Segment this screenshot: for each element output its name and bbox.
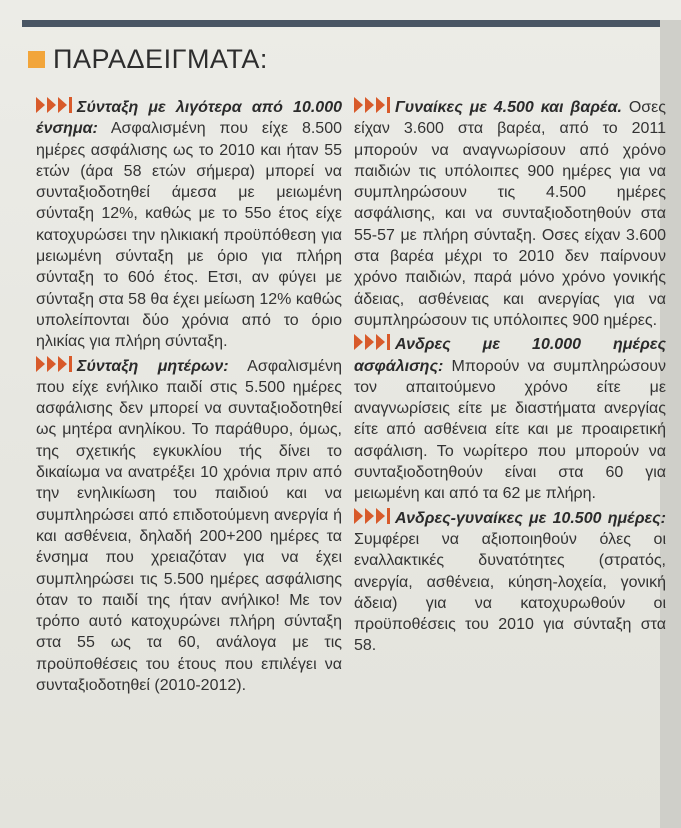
right-column: [354, 96, 666, 659]
triple-chevron-arrow-icon: [354, 507, 392, 525]
example-body: Ασφαλισμένη που είχε 8.500 ημέρες ασφάλισης ως το 2010 και ήταν 55 ετών (άρα 58 ετών σήμερα) μπορεί να συνταξιοδοτηθεί άμεσα με μειωμένη σύνταξη 12%, καθώς με το 55ο έτος είχε κατοχυρώσει την ηλικιακή προϋπόθεση για μειωμένη σύνταξη με όριο για πλήρη σύνταξη το 60ό έτος. Ετσι, αν φύγει με σύνταξη στα 58 θα έχει μείωση 12% καθώς υπολείπονται δύο χρόνια από το όριο ηλικίας για πλήρη σύνταξη.: [36, 120, 342, 351]
example-men-women-10500-days: [354, 507, 666, 657]
example-heading: Ανδρες-γυναίκες με 10.500 ημέρες:: [395, 509, 666, 527]
orange-square-icon: [28, 51, 45, 68]
triple-chevron-arrow-icon: [354, 333, 392, 351]
example-mini-pension: [36, 96, 342, 353]
header-title: ΠΑΡΑΔΕΙΓΜΑΤΑ:: [53, 44, 268, 74]
triple-chevron-arrow-icon: [36, 355, 74, 373]
section-header: [28, 44, 268, 75]
example-women-heavy-work: [354, 96, 666, 331]
example-heading: Ανδρες με 10.000 ημέρες ασφάλισης:: [354, 336, 666, 375]
top-rule: [22, 20, 660, 27]
triple-chevron-arrow-icon: [36, 96, 74, 114]
example-body: Συμφέρει να αξιοποιηθούν όλες οι εναλλακτικές δυνατότητες (στρατός, ανεργία, ασθένεια, κύηση-λοχεία, γονική άδεια) για να κατοχυρωθούν οι προϋποθέσεις του 2010 για σύνταξη στα 58.: [354, 530, 666, 655]
example-body: Οσες είχαν 3.600 στα βαρέα, από το 2011 μπορούν να αναγνωρίσουν από χρόνο παιδιών τις υπόλοιπες 900 ημέρες για να συμπληρώσουν τις 4.500 ημέρες ασφάλισης, και να συνταξιοδοτηθούν στα 55-57 με πλήρη σύνταξη. Οσες είχαν 3.600 στα βαρέα μέχρι το 2010 δεν παίρνουν χρόνο παιδιών, παρά μόνο χρόνο γονικής άδειας, ασθένειας και ανεργίας για να συμπληρώσουν τις υπόλοιπες 900 ημέρες.: [354, 99, 666, 329]
example-men-10000-days: [354, 333, 666, 504]
example-heading: Σύνταξη μητέρων:: [77, 357, 229, 375]
example-heading: Γυναίκες με 4.500 και βαρέα.: [395, 99, 622, 116]
example-heading: Σύνταξη με λιγότερα από 10.000 ένσημα:: [36, 99, 342, 138]
example-mothers-pension: [36, 355, 342, 697]
example-body: Μπορούν να συμπληρώσουν τον απαιτούμενο χρόνο είτε με αναγνωρίσεις είτε με διαστήματα ανεργίας είτε από ασθένεια είτε και με προαιρετική ασφάλιση. Το νωρίτερο που μπορούν να συνταξιοδοτηθούν είναι στα 60 για μειωμένη και από τα 62 με πλήρη.: [354, 357, 666, 503]
triple-chevron-arrow-icon: [354, 96, 392, 114]
example-body: Ασφαλισμένη που είχε ενήλικο παιδί στις 5.500 ημέρες ασφάλισης δεν μπορεί να συνταξιοδοτηθεί ως μητέρα ανηλίκου. Το παράθυρο, όμως, της σχετικής εγκυκλίου τής δίνει το δικαίωμα να ανατρέξει 10 χρόνια πριν από την ενηλικίωση του παιδιού και να συμπληρώσει από επιδοτούμενη ανεργία ή και ασθένεια, δηλαδή 200+200 ημέρες τα ένσημα που χρειαζόταν για να έχει συμπληρώσει τις 5.500 ημέρες ασφάλισης όταν το παιδί της ήταν ανήλικο! Με τον τρόπο αυτό κατοχυρώνει πλήρη σύνταξη στα 55 ως τα 60, ανάλογα με τις προϋποθέσεις του έτους που επιλέγει να συνταξιοδοτηθεί (2010-2012).: [36, 357, 342, 695]
left-column: [36, 96, 342, 698]
